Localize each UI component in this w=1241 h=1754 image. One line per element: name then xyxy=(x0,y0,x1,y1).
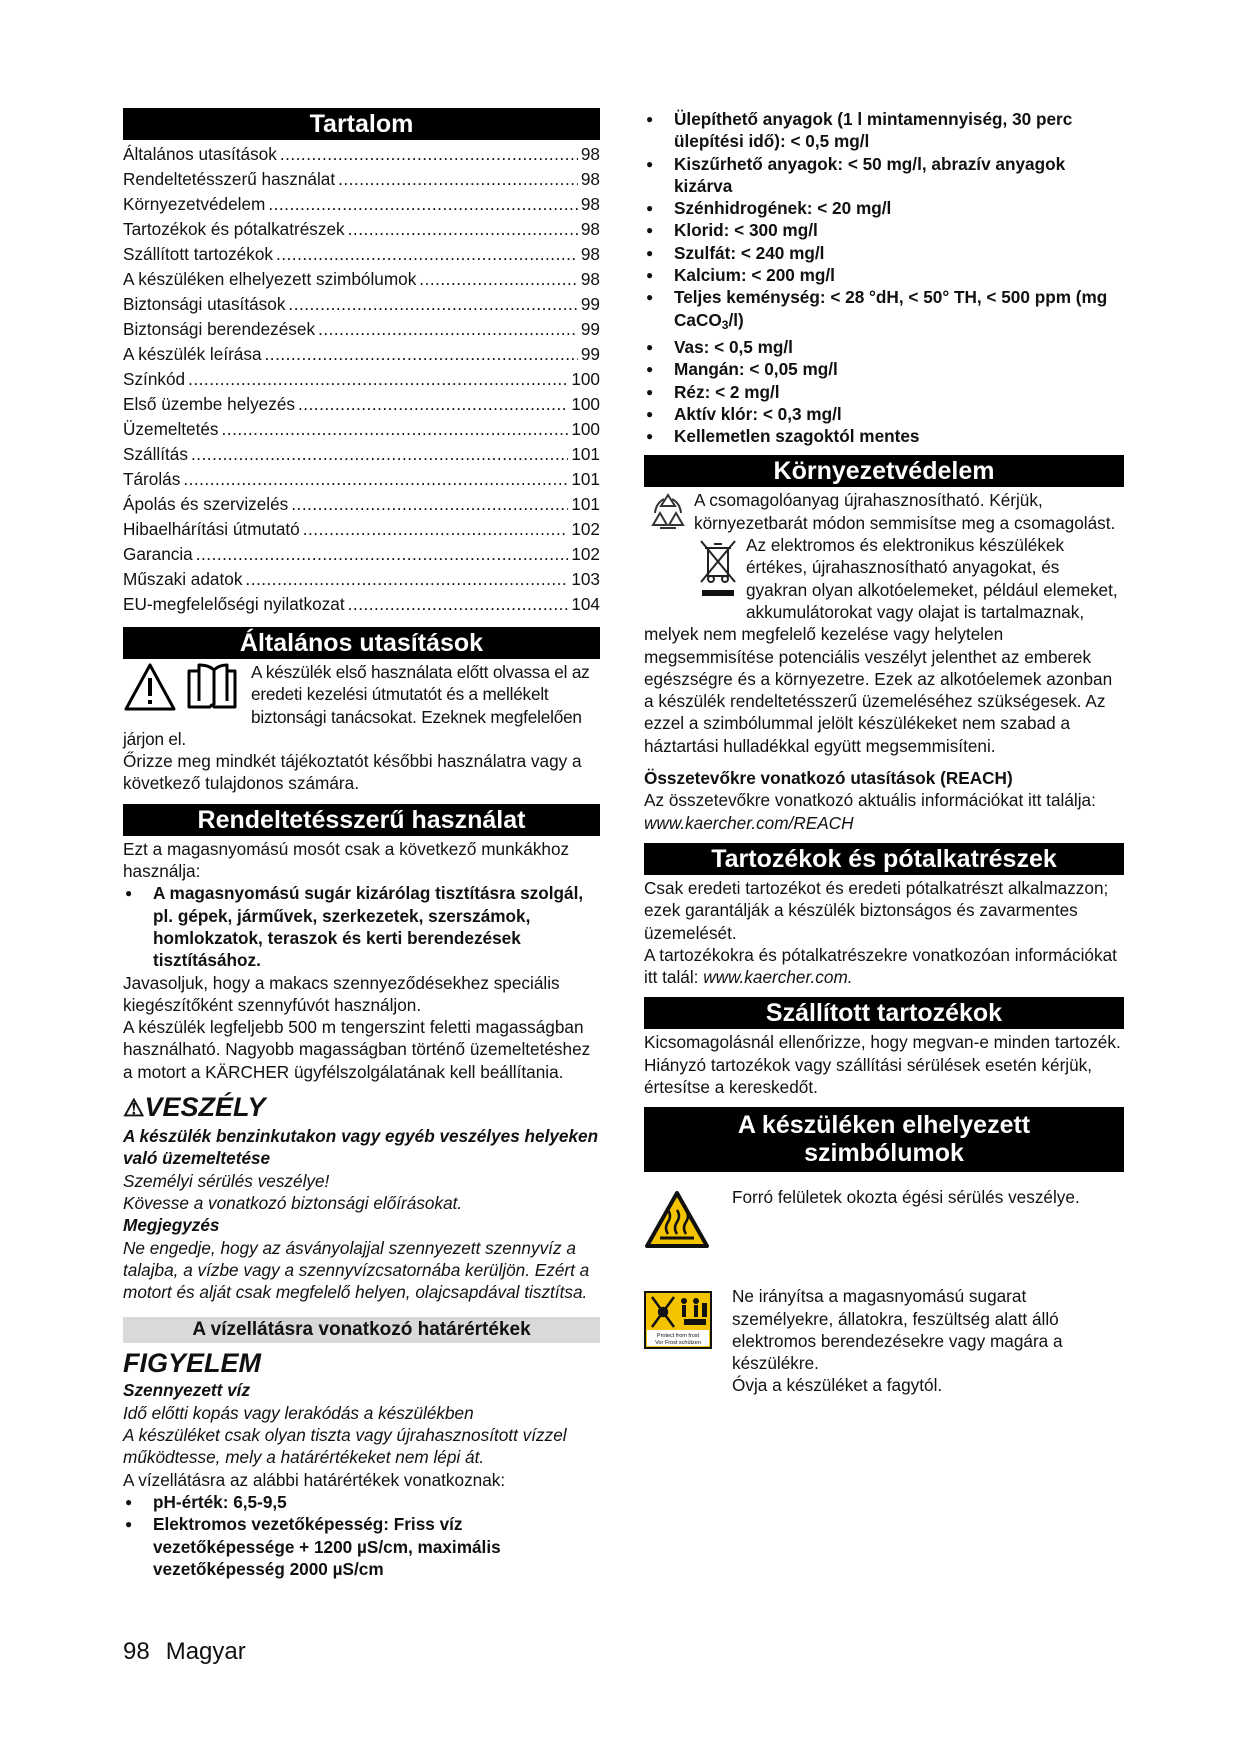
toc-entry-page: 98 xyxy=(580,169,600,189)
toc-entry-label: Színkód xyxy=(123,369,186,389)
toc-entry-label: Tárolás xyxy=(123,469,181,489)
toc-heading: Tartalom xyxy=(123,108,600,140)
toc-entry-page: 100 xyxy=(571,394,600,414)
warning-title: Szennyezett víz xyxy=(123,1380,251,1401)
toc-leader-dots xyxy=(245,567,568,592)
delivered-heading: Szállított tartozékok xyxy=(644,997,1124,1029)
list-item: ● Ülepíthető anyagok (1 l mintamennyiség, 30 perc ülepítési idő): < 0,5 mg/l xyxy=(644,108,1124,153)
toc-entry-label: Üzemeltetés xyxy=(123,419,219,439)
toc-entry-label: Rendeltetésszerű használat xyxy=(123,169,336,189)
toc-entry-label: Környezetvédelem xyxy=(123,194,266,214)
toc-entry-page: 101 xyxy=(571,494,600,514)
toc-entry-page: 101 xyxy=(571,469,600,489)
toc-leader-dots xyxy=(265,342,578,367)
toc-entry-page: 99 xyxy=(580,294,600,314)
recycling-icon xyxy=(648,491,688,536)
danger-label: ⚠VESZÉLY xyxy=(123,1092,266,1123)
hot-surface-icon xyxy=(644,1190,714,1255)
toc-entry-page: 102 xyxy=(571,519,600,539)
water-limits-list-left xyxy=(123,1491,600,1580)
water-limits-heading: A vízellátásra vonatkozó határértékek xyxy=(123,1317,600,1343)
toc-leader-dots xyxy=(183,467,568,492)
toc-entry-label: Biztonsági utasítások xyxy=(123,294,286,314)
no-spray-text: Ne irányítsa a magasnyomású sugarat személyekre, állatokra, feszültség alatt álló elektromos berendezésekre vagy magára a készülékre. xyxy=(732,1286,1063,1374)
toc-entry[interactable] xyxy=(123,592,600,617)
toc-leader-dots xyxy=(338,167,578,192)
toc-leader-dots xyxy=(348,592,569,617)
toc-entry[interactable] xyxy=(123,367,600,392)
toc-entry-page: 100 xyxy=(571,419,600,439)
delivered-paragraph: Kicsomagolásnál ellenőrizze, hogy megvan-e minden tartozék. Hiányzó tartozékok vagy szállítási sérülések esetén kérjük, értesítse a kereskedőt. xyxy=(644,1032,1121,1097)
environment-heading: Környezetvédelem xyxy=(644,455,1124,487)
table-of-contents xyxy=(123,142,600,617)
toc-entry[interactable] xyxy=(123,517,600,542)
toc-entry[interactable] xyxy=(123,492,600,517)
list-item: ● Szulfát: < 240 mg/l xyxy=(644,242,1124,264)
toc-entry-label: Ápolás és szervizelés xyxy=(123,494,289,514)
toc-entry[interactable] xyxy=(123,342,600,367)
frost-label-de: Vor Frost schützen xyxy=(655,1340,701,1347)
list-item: ● Vas: < 0,5 mg/l xyxy=(644,336,1124,358)
toc-entry-label: A készüléken elhelyezett szimbólumok xyxy=(123,269,417,289)
intended-use-list xyxy=(123,882,600,971)
toc-entry[interactable] xyxy=(123,167,600,192)
hot-surface-text: Forró felületek okozta égési sérülés veszélye. xyxy=(732,1187,1080,1208)
toc-entry-label: Biztonsági berendezések xyxy=(123,319,316,339)
toc-leader-dots xyxy=(191,442,568,467)
toc-entry-label: Szállított tartozékok xyxy=(123,244,273,264)
toc-entry-page: 98 xyxy=(580,244,600,264)
note-title: Megjegyzés xyxy=(123,1215,220,1236)
toc-entry[interactable] xyxy=(123,192,600,217)
right-column xyxy=(644,108,1124,1397)
toc-entry-label: Hibaelhárítási útmutató xyxy=(123,519,300,539)
page-number: 98 xyxy=(123,1638,150,1665)
no-spray-frost-icon xyxy=(644,1291,714,1354)
list-item: ● Kiszűrhető anyagok: < 50 mg/l, abrazív anyagok kizárva xyxy=(644,153,1124,198)
toc-entry-page: 98 xyxy=(580,144,600,164)
list-item: ● Kellemetlen szagoktól mentes xyxy=(644,425,1124,447)
toc-entry-page: 104 xyxy=(571,594,600,614)
toc-leader-dots xyxy=(280,142,578,167)
toc-entry-label: A készülék leírása xyxy=(123,344,262,364)
list-item: ● Szénhidrogének: < 20 mg/l xyxy=(644,197,1124,219)
toc-entry-label: EU-megfelelőségi nyilatkozat xyxy=(123,594,345,614)
toc-entry-page: 99 xyxy=(580,344,600,364)
parts-heading: Tartozékok és pótalkatrészek xyxy=(644,843,1124,875)
toc-leader-dots xyxy=(196,542,569,567)
frost-label-en: Protect from frost xyxy=(656,1333,700,1340)
warning-line-1: Idő előtti kopás vagy lerakódás a készülékben xyxy=(123,1402,474,1423)
toc-entry-page: 98 xyxy=(580,269,600,289)
parts-paragraph-1: Csak eredeti tartozékot és eredeti pótalkatrészt alkalmazzon; ezek garantálják a készülék biztonságos és zavarmentes üzemelését. xyxy=(644,877,1109,943)
crossed-bin-icon xyxy=(698,538,738,605)
warning-manual-icon xyxy=(123,661,241,718)
symbols-heading-line-2: szimbólumok xyxy=(804,1139,964,1168)
general-paragraph-2: Őrizze meg mindkét tájékoztatót későbbi használatra vagy a következő tulajdonos számára. xyxy=(123,751,582,794)
list-item: ● Mangán: < 0,05 mg/l xyxy=(644,358,1124,380)
language-label: Magyar xyxy=(165,1638,246,1665)
reach-title: Összetevőkre vonatkozó utasítások (REACH) xyxy=(644,768,1013,789)
toc-entry[interactable] xyxy=(123,392,600,417)
list-item: ● pH-érték: 6,5-9,5 xyxy=(123,1491,600,1513)
toc-entry[interactable] xyxy=(123,442,600,467)
toc-leader-dots xyxy=(419,267,578,292)
frost-text: Óvja a készüléket a fagytól. xyxy=(732,1375,943,1396)
symbol-no-spray xyxy=(644,1285,1124,1396)
symbol-hot-surface xyxy=(644,1186,1124,1255)
list-item: ● Kalcium: < 200 mg/l xyxy=(644,264,1124,286)
no-spray-text-block xyxy=(732,1285,1124,1396)
symbols-heading-line-1: A készüléken elhelyezett xyxy=(737,1111,1031,1140)
toc-entry[interactable] xyxy=(123,567,600,592)
intended-use-paragraph-2: Javasoljuk, hogy a makacs szennyeződésekhez speciális kiegészítőként szennyfúvót használjon. xyxy=(123,972,560,1015)
environment-paragraph-2: Az elektromos és elektronikus készülékek értékes, újrahasznosítható anyagokat, és gyakran olyan alkotóelemeket, például elemeket, akkumulátorokat vagy olajat is tartalmaznak, melyek nem megfelelő kezelése vagy helytelen megsemmisítése potenciális veszélyt jelenthet az emberek egészségre és a környezetre. Ezek az alkotóelemek azonban a készülék rendeltetésszerű üzemeléséhez szükségesek. Az ezzel a szimbólummal jelölt készülékeket nem szabad a háztartási hulladékkal együtt megsemmisíteni. xyxy=(644,535,1118,756)
toc-leader-dots xyxy=(276,242,578,267)
danger-title: A készülék benzinkutakon vagy egyéb veszélyes helyeken való üzemeltetése xyxy=(123,1126,599,1169)
toc-entry[interactable] xyxy=(123,267,600,292)
parts-link[interactable]: www.kaercher.com. xyxy=(703,967,853,988)
toc-leader-dots xyxy=(222,417,569,442)
intended-use-intro: Ezt a magasnyomású mosót csak a következő munkákhoz használja: xyxy=(123,838,570,882)
toc-entry-page: 98 xyxy=(580,219,600,239)
list-item: ● Elektromos vezetőképesség: Friss víz vezetőképessége + 1200 µS/cm, maximális vezetőképesség 2000 µS/cm xyxy=(123,1513,600,1580)
toc-entry-label: Műszaki adatok xyxy=(123,569,243,589)
toc-entry[interactable] xyxy=(123,317,600,342)
page-footer xyxy=(123,1637,262,1667)
reach-link[interactable]: www.kaercher.com/REACH xyxy=(644,812,854,833)
intended-use-heading: Rendeltetésszerű használat xyxy=(123,804,600,836)
toc-entry-label: Szállítás xyxy=(123,444,188,464)
toc-leader-dots xyxy=(291,492,568,517)
list-item: ● Teljes keménység: < 28 °dH, < 50° TH, < 500 ppm (mg CaCO$_3$/l) xyxy=(644,286,1124,336)
list-item: ● Réz: < 2 mg/l xyxy=(644,381,1124,403)
toc-entry-page: 98 xyxy=(580,194,600,214)
environment-section xyxy=(644,489,1124,833)
toc-entry-label: Első üzembe helyezés xyxy=(123,394,295,414)
parts-paragraph-2: A tartozékokra és pótalkatrészekre vonatkozóan információkat itt talál: www.kaercher.com. xyxy=(644,944,1117,988)
list-item: ● A magasnyomású sugár kizárólag tisztításra szolgál, pl. gépek, járművek, szerkezetek, szerszámok, homlokzatok, teraszok és kerti berendezések tisztításához. xyxy=(123,882,600,971)
toc-leader-dots xyxy=(268,192,578,217)
toc-entry[interactable] xyxy=(123,292,600,317)
toc-entry[interactable] xyxy=(123,417,600,442)
toc-entry-label: Általános utasítások xyxy=(123,144,277,164)
toc-leader-dots xyxy=(348,217,578,242)
environment-paragraph-1: A csomagolóanyag újrahasznosítható. Kérjük, környezetbarát módon semmisítse meg a csomagolást. xyxy=(694,490,1116,533)
general-section xyxy=(123,661,600,795)
toc-leader-dots xyxy=(298,392,568,417)
intended-use-paragraph-3: A készülék legfeljebb 500 m tengerszint feletti magasságban használható. Nagyobb magasságban történő üzemeltetéshez a motort a KÄRCHER ügyfélszolgálatának kell beállítania. xyxy=(123,1017,591,1082)
symbols-heading xyxy=(644,1107,1124,1172)
general-heading: Általános utasítások xyxy=(123,627,600,659)
toc-entry[interactable] xyxy=(123,542,600,567)
note-text: Ne engedje, hogy az ásványolajjal szennyezett szennyvíz a talajba, a vízbe vagy a szennyvízcsatornába kerüljön. Ezért a motort és alját csak megfelelő helyen, olajcsapdával tisztítsa. xyxy=(123,1237,590,1303)
reach-text: Az összetevőkre vonatkozó aktuális információkat itt találja: www.kaercher.com/REACH xyxy=(644,790,1096,833)
toc-entry-label: Garancia xyxy=(123,544,193,564)
toc-entry-page: 100 xyxy=(571,369,600,389)
water-limits-list-right xyxy=(644,108,1124,447)
toc-entry[interactable] xyxy=(123,142,600,167)
danger-line-1: Személyi sérülés veszélye! xyxy=(123,1170,330,1191)
toc-entry-page: 99 xyxy=(580,319,600,339)
toc-leader-dots xyxy=(288,292,577,317)
toc-entry-label: Tartozékok és pótalkatrészek xyxy=(123,219,345,239)
toc-leader-dots xyxy=(303,517,569,542)
warning-line-2: A készüléket csak olyan tiszta vagy újrahasznosított vízzel működtesse, mely a határértékeket nem lépi át. xyxy=(123,1425,567,1468)
toc-entry[interactable] xyxy=(123,467,600,492)
general-paragraph-1: A készülék első használata előtt olvassa el az eredeti kezelési útmutatót és a mellékelt biztonsági tanácsokat. Ezeknek megfelelően járjon el. xyxy=(123,662,590,749)
danger-triangle-icon: ⚠ xyxy=(123,1095,145,1123)
toc-leader-dots xyxy=(318,317,578,342)
list-item: ● Klorid: < 300 mg/l xyxy=(644,219,1124,241)
toc-entry-page: 101 xyxy=(571,444,600,464)
list-item: ● Aktív klór: < 0,3 mg/l xyxy=(644,403,1124,425)
toc-entry-page: 103 xyxy=(571,569,600,589)
toc-entry-page: 102 xyxy=(571,544,600,564)
danger-line-2: Kövesse a vonatkozó biztonsági előírásokat. xyxy=(123,1192,463,1213)
left-column xyxy=(123,108,600,1580)
toc-entry[interactable] xyxy=(123,242,600,267)
water-intro: A vízellátásra az alábbi határértékek vonatkoznak: xyxy=(123,1469,506,1490)
toc-leader-dots xyxy=(188,367,568,392)
warning-label: FIGYELEM xyxy=(123,1348,262,1379)
toc-entry[interactable] xyxy=(123,217,600,242)
